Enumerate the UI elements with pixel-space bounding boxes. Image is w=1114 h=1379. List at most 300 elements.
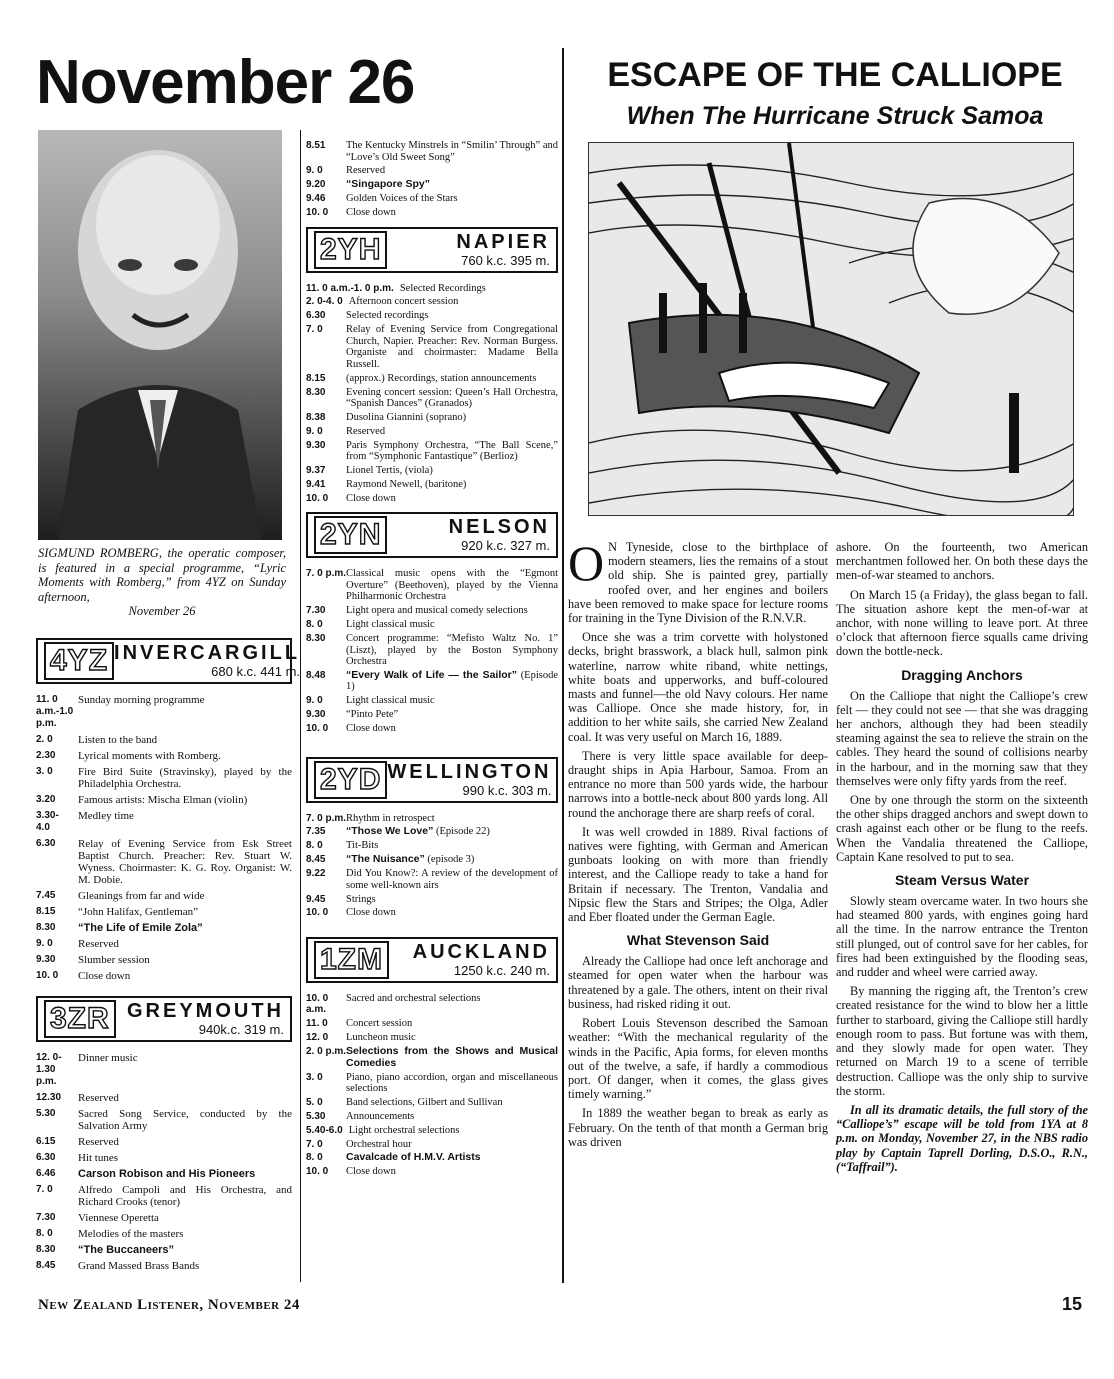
programme-time: 5.30: [306, 1110, 326, 1122]
programme-row: [306, 723, 558, 735]
programme-title: Sacred Song Service, conducted by the Salvation Army: [78, 1108, 292, 1132]
column-divider-left: [300, 130, 301, 1282]
programme-list-2yd: [306, 813, 558, 919]
programme-row: [306, 1125, 558, 1137]
programme-description: [346, 1046, 558, 1069]
programme-title: Famous artists: Mischa Elman (violin): [78, 794, 248, 806]
programme-description: [78, 766, 292, 790]
programme-description: [346, 854, 558, 866]
programme-row: [36, 1212, 292, 1224]
programme-time: 8.30: [306, 386, 326, 398]
programme-row: [306, 296, 558, 308]
programme-description: [346, 140, 558, 163]
programme-title: Selected recordings: [346, 310, 429, 322]
programme-row: [306, 387, 558, 410]
programme-list-2yn: [306, 568, 558, 734]
station-call-sign: 2YN: [314, 516, 387, 554]
programme-description: [346, 465, 558, 477]
programme-description: [346, 633, 558, 668]
programme-time: 9. 0: [36, 938, 53, 949]
programme-description: [346, 310, 558, 322]
programme-title: Viennese Operetta: [78, 1212, 159, 1224]
programme-time: 7.30: [306, 605, 326, 617]
programme-time: 8. 0: [306, 619, 323, 631]
photo-caption: [38, 546, 286, 619]
programme-description: [78, 1152, 292, 1164]
programme-title: “John Halifax, Gentleman”: [78, 906, 199, 918]
programme-row: [306, 1139, 558, 1151]
programme-time: 8.48: [306, 669, 326, 681]
programme-row: [306, 465, 558, 477]
programme-row: [36, 1136, 292, 1148]
programme-description: [346, 165, 558, 177]
programme-row: [36, 1228, 292, 1240]
programme-description: [346, 1139, 558, 1151]
programme-description: [78, 734, 292, 746]
programme-title: Luncheon music: [346, 1032, 416, 1044]
broadcast-note: In all its dramatic details, the full story of the “Calliope’s” escape will be told from 1YA at 8 p.m. on Monday, November 27, in the NBS radio play by Captain Taprell Dorling, D.S.O., R.N., (“Taffrail”).: [836, 1102, 1088, 1174]
programme-row: [36, 1108, 292, 1132]
article-paragraph: Already the Calliope had once left anchorage and steamed for open water when the harbour was threatened by a gale. The others, intent on their rival business, had risked riding it out.: [568, 954, 828, 1011]
programme-title: Reserved: [78, 1136, 119, 1148]
programme-description: [78, 890, 292, 902]
programme-description: [78, 1260, 292, 1272]
programme-title: Raymond Newell, (baritone): [346, 478, 467, 490]
programme-description: [346, 619, 558, 631]
article-column-1: [568, 535, 828, 1154]
programme-description: [346, 324, 558, 370]
programme-row: [306, 310, 558, 322]
section-heading: Steam Versus Water: [894, 872, 1030, 889]
programme-title: Light classical music: [346, 695, 435, 707]
programme-description: [78, 954, 292, 966]
programme-list-3zr: [36, 1052, 292, 1272]
programme-title: “The Nuisance”: [346, 853, 425, 866]
programme-time: 12. 0: [306, 1032, 329, 1044]
programme-description: [78, 1052, 292, 1088]
station-call-sign: 4YZ: [44, 642, 114, 680]
programme-title: Close down: [346, 1166, 396, 1178]
programme-title: Selections from the Shows and Musical Comedies: [346, 1045, 558, 1069]
programme-title: Close down: [346, 492, 396, 504]
programme-details: Preacher: Rev. Stuart W. Wyness. Choirmaster: K. G. Roy. Organist: W. M. Dobie.: [78, 850, 292, 886]
programme-row: [306, 619, 558, 631]
programme-description: [78, 1212, 292, 1224]
programme-title: Light classical music: [346, 619, 435, 631]
programme-description: [78, 694, 292, 730]
programme-description: [78, 1092, 292, 1104]
programme-description: [346, 373, 558, 385]
programme-description: [78, 1184, 292, 1208]
programme-title: Sunday morning programme: [78, 694, 205, 706]
paragraph-text: N Tyneside, close to the birthplace of modern steamers, lies the remains of a stout old ship. She is painted grey, partially roofed over, and her engines and boilers have been removed to make space for lecture rooms for training in the Tyne Division of the R.N.V.R.: [568, 540, 828, 626]
programme-time: 7.35: [306, 826, 326, 838]
programme-title: Cavalcade of H.M.V. Artists: [346, 1151, 481, 1164]
programme-episode: (Episode 1): [346, 669, 559, 693]
programme-row: [306, 373, 558, 385]
programme-title: Evening concert session: Queen’s Hall Orchestra, “Spanish Dances” (Granados): [346, 386, 558, 410]
programme-row: [306, 1152, 558, 1164]
programme-description: [346, 1018, 558, 1030]
programme-description: [346, 826, 558, 838]
programme-episode: (episode 3): [427, 854, 475, 866]
programme-title: The Kentucky Minstrels in “Smilin’ Through” and “Love’s Old Sweet Song”: [346, 140, 558, 163]
station-header-2yd: [306, 757, 558, 803]
programme-row: [36, 838, 292, 886]
programme-description: [78, 906, 292, 918]
programme-description: [346, 840, 558, 852]
programme-title: Medley time: [78, 810, 134, 822]
programme-description: [346, 1111, 558, 1123]
programme-title: Lyrical moments with Romberg.: [78, 750, 221, 762]
programme-title: Concert programme: “Mefisto Waltz No. 1” (Liszt), played by the Boston Symphony Orchestra: [346, 633, 558, 668]
programme-time: 7. 0: [306, 1138, 323, 1150]
programme-details: Preacher: Rev. Norman Burgess. Organiste and choirmaster: Madame Bella Russell.: [346, 335, 558, 370]
programme-row: [306, 894, 558, 906]
programme-description: [346, 493, 558, 505]
station-frequency: 990 k.c. 303 m.: [462, 782, 552, 798]
station-city: INVERCARGILL: [114, 642, 301, 664]
programme-title: “Pinto Pete”: [346, 709, 399, 721]
programme-time: 6.46: [36, 1168, 56, 1179]
programme-title: Reserved: [78, 938, 119, 950]
article-paragraph: Once she was a trim corvette with holystoned decks, bright brasswork, a black hull, salmon pink waterline, narrow white riband, white nettings, white boats and upperworks, and buff-coloured masts and funnel—the old Navy colours. Her name was Calliope. Once she made history, for, in addition to her white sails, she carried New Zealand coal. It was very useful on March 16, 1889.: [568, 630, 828, 744]
programme-time: 2. 0 p.m.: [306, 1046, 347, 1058]
station-call-sign: 3ZR: [44, 1000, 116, 1038]
programme-description: [346, 1097, 558, 1109]
programme-time: 9.41: [306, 478, 326, 490]
programme-row: [306, 868, 558, 891]
programme-description: [78, 1244, 292, 1256]
programme-description: [78, 1228, 292, 1240]
programme-time: 3.20: [36, 794, 56, 805]
article-paragraph: One by one through the storm on the sixteenth the other ships dragged anchors and swept down to crash against each other or be flung to the reefs. When the Vandalia threatened the Calliope, Captain Kane resolved to put to sea.: [836, 793, 1088, 864]
programme-row: [306, 568, 558, 603]
programme-title: Close down: [78, 970, 131, 982]
programme-time: 5. 0: [306, 1096, 323, 1108]
programme-time: 6.30: [36, 1152, 56, 1163]
station-header-4yz: [36, 638, 301, 684]
programme-title: Afternoon concert session: [348, 296, 459, 308]
programme-time: 12. 0-1.30 p.m.: [36, 1052, 62, 1087]
programme-time: 10. 0: [306, 492, 329, 504]
programme-title: Announcements: [346, 1110, 415, 1122]
programme-time: 3. 0: [36, 766, 53, 777]
programme-episode: (Episode 22): [435, 826, 490, 838]
programme-description: [346, 894, 558, 906]
programme-time: 3. 0: [306, 1071, 323, 1083]
programme-row: [306, 1072, 558, 1095]
programme-time: 5.40-6.0: [306, 1124, 343, 1136]
programme-list-continued: [306, 140, 558, 219]
programme-row: [306, 140, 558, 163]
programme-row: [306, 283, 558, 295]
programme-row: [36, 1052, 292, 1088]
programme-description: [346, 1032, 558, 1044]
programme-title: Light orchestral selections: [348, 1124, 460, 1136]
programme-time: 7. 0: [36, 1184, 53, 1195]
programme-time: 9.45: [306, 893, 326, 905]
programme-row: [306, 493, 558, 505]
programme-row: [36, 1092, 292, 1104]
programme-row: [306, 826, 558, 838]
programme-time: 9.30: [306, 709, 326, 721]
programme-title: Piano, piano accordion, organ and miscellaneous selections: [346, 1071, 558, 1094]
programme-title: Dusolina Giannini (soprano): [346, 411, 467, 423]
programme-time: 7.45: [36, 890, 56, 901]
programme-time: 8. 0: [306, 1152, 323, 1164]
programme-row: [36, 810, 292, 834]
programme-row: [36, 1152, 292, 1164]
programme-title: Tit-Bits: [346, 840, 379, 852]
programme-title: (approx.) Recordings, station announcements: [346, 372, 537, 384]
programme-description: [78, 750, 292, 762]
programme-title: Fire Bird Suite (Stravinsky), played by the Philadelphia Orchestra.: [78, 766, 292, 790]
programme-title: Classical music opens with the “Egmont Overture” (Beethoven), played by the Vienna Philharmonic Orchestra: [346, 568, 558, 603]
programme-time: 8. 0: [36, 1228, 53, 1239]
programme-description: [346, 179, 558, 191]
station-call-sign: 2YH: [314, 231, 387, 269]
programme-description: [346, 605, 558, 617]
programme-title: Strings: [346, 893, 376, 905]
programme-description: [346, 723, 558, 735]
programme-row: [306, 605, 558, 617]
programme-list-4yz: [36, 694, 292, 982]
programme-row: [306, 1166, 558, 1178]
article-paragraph: [568, 535, 828, 626]
programme-description: [78, 922, 292, 934]
programme-title: Golden Voices of the Stars: [346, 193, 458, 205]
station-header-1zm: [306, 937, 558, 983]
programme-title: “The Buccaneers”: [78, 1244, 174, 1256]
station-header-2yn: [306, 512, 558, 558]
programme-row: [306, 165, 558, 177]
programme-row: [36, 938, 292, 950]
programme-time: 7. 0: [306, 324, 323, 336]
article-paragraph: It was well crowded in 1889. Rival factions of natives were fighting, with German and American gunboats looking on with more than friendly interest, and the Calliope ready to take a hand for Britain if necessary. The Trenton, Vandalia and Nipsic flew the Stars and Stripes; the Olga, Adler and Eber floated under the German Eagle.: [568, 824, 828, 925]
caption-date: November 26: [128, 604, 196, 618]
programme-description: [78, 810, 292, 834]
schedule-column-2: [306, 140, 558, 1180]
programme-title: Carson Robison and His Pioneers: [78, 1168, 256, 1180]
programme-description: [349, 1125, 558, 1137]
programme-time: 8.30: [36, 922, 56, 933]
programme-description: [346, 1166, 558, 1178]
programme-description: [346, 387, 558, 410]
programme-time: 6.15: [36, 1136, 56, 1147]
programme-title: Gleanings from far and wide: [78, 890, 205, 902]
programme-title: Hit tunes: [78, 1152, 119, 1164]
programme-time: 8.45: [36, 1260, 56, 1271]
programme-description: [78, 838, 292, 886]
programme-row: [36, 970, 292, 982]
programme-row: [36, 750, 292, 762]
programme-time: 5.30: [36, 1108, 56, 1119]
programme-row: [306, 193, 558, 205]
programme-title: Sacred and orchestral selections: [346, 992, 481, 1004]
section-heading: What Stevenson Said: [626, 932, 770, 949]
programme-title: Melodies of the masters: [78, 1228, 184, 1240]
programme-time: 9.22: [306, 868, 326, 880]
programme-time: 3.30-4.0: [36, 810, 59, 833]
station-header-3zr: [36, 996, 292, 1042]
programme-time: 11. 0: [306, 1018, 328, 1030]
programme-time: 11. 0 a.m.-1.0 p.m.: [36, 694, 74, 729]
programme-row: [36, 766, 292, 790]
programme-row: [306, 479, 558, 491]
programme-row: [306, 179, 558, 191]
programme-description: [346, 813, 558, 825]
programme-time: 9. 0: [306, 165, 323, 177]
programme-time: 8.15: [36, 906, 56, 917]
programme-row: [306, 709, 558, 721]
programme-description: [346, 426, 558, 438]
programme-row: [306, 440, 558, 463]
programme-description: [346, 907, 558, 919]
programme-title: Alfredo Campoli and His Orchestra, and Richard Crooks (tenor): [78, 1184, 292, 1208]
programme-title: “The Life of Emile Zola”: [78, 922, 203, 934]
programme-description: [346, 479, 558, 491]
programme-description: [400, 283, 558, 295]
programme-title: Band selections, Gilbert and Sullivan: [346, 1096, 503, 1108]
station-city: WELLINGTON: [387, 760, 552, 783]
programme-time: 10. 0 a.m.: [306, 992, 329, 1016]
programme-title: “Every Walk of Life — the Sailor”: [346, 668, 518, 681]
programme-description: [346, 695, 558, 707]
programme-title: Relay of Evening Service from Congregational Church, Napier.: [346, 324, 558, 347]
programme-title: “Those We Love”: [346, 825, 434, 838]
programme-time: 10. 0: [306, 723, 329, 735]
programme-row: [306, 324, 558, 370]
programme-time: 6.30: [36, 838, 56, 849]
programme-row: [306, 1097, 558, 1109]
station-frequency: 940k.c. 319 m.: [198, 1022, 284, 1037]
programme-title: Listen to the band: [78, 734, 158, 746]
programme-title: Did You Know?: A review of the development of some well-known airs: [346, 868, 558, 891]
programme-time: 12.30: [36, 1092, 62, 1103]
programme-row: [306, 1032, 558, 1044]
programme-row: [306, 1046, 558, 1069]
programme-row: [36, 694, 292, 730]
programme-row: [306, 670, 558, 693]
programme-title: Concert session: [346, 1018, 413, 1030]
programme-row: [306, 813, 558, 825]
programme-title: Grand Massed Brass Bands: [78, 1260, 200, 1272]
programme-description: [78, 938, 292, 950]
programme-time: 7. 0 p.m.: [306, 812, 347, 824]
programme-row: [36, 954, 292, 966]
programme-time: 9. 0: [306, 425, 323, 437]
article-subtitle: When The Hurricane Struck Samoa: [626, 102, 1044, 130]
programme-title: Close down: [346, 723, 396, 735]
programme-title: Reserved: [78, 1092, 119, 1104]
article-title: ESCAPE OF THE CALLIOPE: [607, 56, 1063, 94]
programme-time: 11. 0 a.m.-1. 0 p.m.: [306, 282, 394, 294]
programme-time: 9. 0: [306, 695, 323, 707]
programme-row: [306, 633, 558, 668]
programme-description: [78, 970, 292, 982]
article-paragraph: Slowly steam overcame water. In two hours she had steamed 800 yards, with engines going hard all the time. In the narrow entrance the Trenton still plunged, out of control save for her cables, for fires had been extinguished by the flooding seas, and rudder and wheel were carried away.: [836, 894, 1088, 980]
station-city: GREYMOUTH: [127, 1000, 284, 1022]
programme-description: [346, 709, 558, 721]
publication-footer: New Zealand Listener, November 24: [38, 1297, 300, 1313]
programme-time: 7. 0 p.m.: [306, 568, 347, 580]
programme-row: [36, 794, 292, 806]
programme-description: [346, 1072, 558, 1095]
programme-list-2yh: [306, 283, 558, 505]
station-city: NELSON: [448, 516, 550, 539]
programme-time: 10. 0: [306, 1166, 329, 1178]
station-frequency: 760 k.c. 395 m.: [461, 252, 550, 268]
programme-row: [306, 412, 558, 424]
article-paragraph: By manning the rigging aft, the Trenton’s crew created resistance for the wind to blow her a little further to starboard, giving the Calliope still hardly enough room to pass. But fortune was with them, and they slowly made for open water. They returned on March 19 to a scene of terrible destruction. Calliope was the only ship to survive the storm.: [836, 984, 1088, 1098]
programme-row: [36, 890, 292, 902]
programme-title: Orchestral hour: [346, 1138, 412, 1150]
programme-title: Close down: [346, 207, 396, 219]
programme-row: [36, 1168, 292, 1180]
programme-time: 9.20: [306, 179, 326, 191]
programme-title: “Singapore Spy”: [346, 178, 431, 191]
programme-description: [78, 794, 292, 806]
programme-row: [306, 207, 558, 219]
station-call-sign: 1ZM: [314, 941, 389, 979]
programme-time: 7.30: [36, 1212, 56, 1223]
programme-description: [349, 296, 558, 308]
programme-row: [36, 906, 292, 918]
section-heading: Dragging Anchors: [901, 666, 1023, 683]
station-frequency: 920 k.c. 327 m.: [461, 538, 550, 554]
programme-time: 8. 0: [306, 840, 323, 852]
station-header-2yh: [306, 227, 558, 273]
programme-description: [346, 1152, 558, 1164]
programme-description: [346, 670, 558, 693]
programme-time: 8.45: [306, 854, 326, 866]
programme-description: [346, 440, 558, 463]
programme-time: 9.30: [36, 954, 56, 965]
article-paragraph: ashore. On the fourteenth, two American merchantmen followed her. On both these days the men-of-war steamed to anchors.: [836, 540, 1088, 583]
programme-title: Rhythm in retrospect: [346, 812, 435, 824]
caption-text: SIGMUND ROMBERG, the operatic composer, is featured in a special programme, “Lyric Moments with Romberg,” from 4YZ on Sunday afternoon,: [38, 546, 286, 604]
programme-time: 9.46: [306, 193, 326, 205]
programme-row: [306, 695, 558, 707]
programme-time: 8.51: [306, 140, 326, 151]
station-call-sign: 2YD: [314, 761, 387, 799]
station-city: AUCKLAND: [412, 940, 550, 963]
portrait-photo: [38, 130, 282, 540]
programme-description: [78, 1108, 292, 1132]
programme-title: Lionel Tertis, (viola): [346, 465, 433, 477]
programme-time: 10. 0: [306, 907, 329, 919]
page-number: 15: [1062, 1294, 1083, 1314]
programme-row: [306, 1018, 558, 1030]
programme-row: [306, 426, 558, 438]
programme-time: 10. 0: [306, 207, 329, 219]
programme-description: [78, 1136, 292, 1148]
programme-time: 8.15: [306, 372, 326, 384]
drop-cap: O: [568, 535, 605, 591]
schedule-column-1: [36, 630, 301, 1276]
programme-title: Light opera and musical comedy selections: [346, 605, 528, 617]
programme-row: [36, 734, 292, 746]
programme-title: Relay of Evening Service from Esk Street Baptist Church.: [78, 838, 292, 862]
programme-row: [36, 922, 292, 934]
programme-time: 2. 0: [36, 734, 53, 745]
programme-time: 6.30: [306, 310, 326, 322]
programme-time: 9.30: [306, 439, 326, 451]
programme-row: [306, 907, 558, 919]
date-heading: November 26: [36, 48, 415, 117]
programme-time: 8.30: [36, 1244, 56, 1255]
